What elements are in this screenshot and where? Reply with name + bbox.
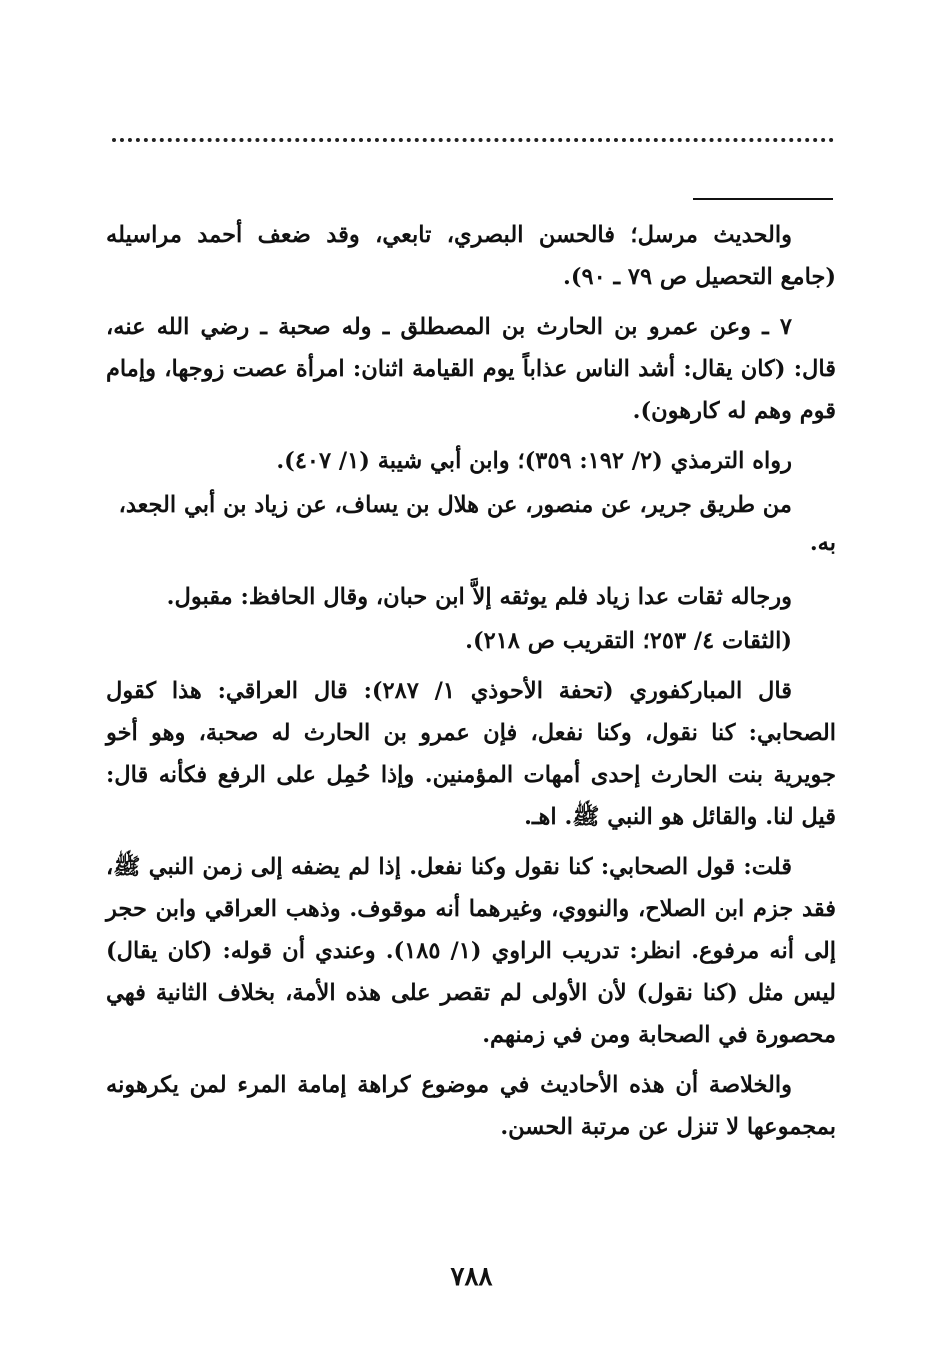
paragraph-narration: رواه الترمذي (٢/ ١٩٢: ٣٥٩)؛ وابن أبي شيبة (١/ ٤٠٧). xyxy=(276,448,792,474)
footnote-rule xyxy=(693,198,833,200)
paragraph-qultu: قلت: قول الصحابي: كنا نقول وكنا نفعل. إذا لم يضفه إلى زمن النبي ﷺ، فقد جزم ابن الصلاح، والنووي، وغيرهما أنه موقوف. وذهب العراقي وابن حجر إلى أنه مرفوع. انظر: تدريب الراوي (١/ ١٨٥). وعندي أن قوله: (كان يقال) ليس مثل (كنا نقول) لأن الأولى لم تقصر على هذه الأمة، بخلاف الثانية فهي محصورة في الصحابة ومن في زمنهم. xyxy=(106,854,836,1048)
paragraph-hadith-mursal: والحديث مرسل؛ فالحسن البصري، تابعي، وقد ضعف أحمد مراسيله (جامع التحصيل ص ٧٩ ـ ٩٠). xyxy=(106,222,836,290)
page-body xyxy=(106,214,836,1156)
paragraph-hadith-7: ٧ ـ وعن عمرو بن الحارث بن المصطلق ـ وله صحبة ـ رضي الله عنه، قال: (كان يقال: أشد الناس عذاباً يوم القيامة اثنان: امرأة عصت زوجها، وإمام قوم وهم له كارهون). xyxy=(106,314,836,424)
dotted-separator xyxy=(112,138,834,154)
paragraph-chain-end: به. xyxy=(809,530,836,556)
paragraph-references: (الثقات ٤/ ٢٥٣؛ التقريب ص ٢١٨). xyxy=(465,628,792,654)
paragraph-mubarakfuri: قال المباركفوري (تحفة الأحوذي ١/ ٢٨٧): قال العراقي: هذا كقول الصحابي: كنا نقول، وكنا نفعل، فإن عمرو بن الحارث له صحبة، وهو أخو جويرية بنت الحارث إحدى أمهات المؤمنين. وإذا حُمِل على الرفع فكأنه قال: قيل لنا. والقائل هو النبي ﷺ. اهـ. xyxy=(106,678,836,830)
paragraph-chain: من طريق جرير، عن منصور، عن هلال بن يساف، عن زياد بن أبي الجعد، xyxy=(118,492,792,518)
paragraph-conclusion: والخلاصة أن هذه الأحاديث في موضوع كراهة إمامة المرء لمن يكرهونه بمجموعها لا تنزل عن مرتبة الحسن. xyxy=(106,1072,836,1140)
paragraph-narrators: ورجاله ثقات عدا زياد فلم يوثقه إلاَّ ابن حبان، وقال الحافظ: مقبول. xyxy=(166,584,792,610)
page-number: ٧٨٨ xyxy=(450,1262,493,1292)
